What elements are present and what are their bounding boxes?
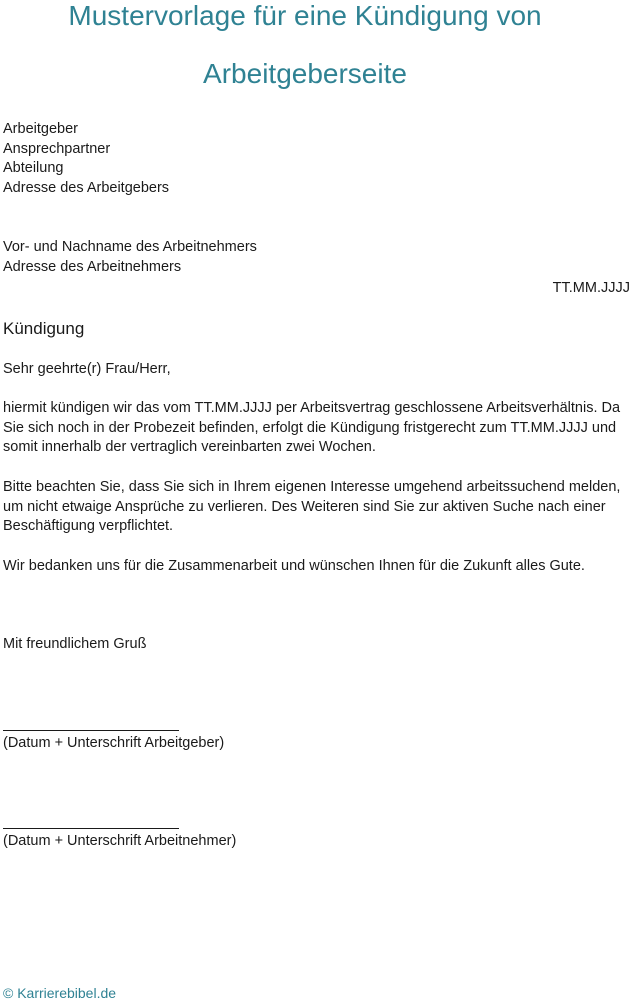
body-paragraph-2 [3,478,629,537]
employee-name: Vor- und Nachname des Arbeitnehmers [3,239,257,255]
footer-copyright: © Karrierebibel.de [3,985,117,1001]
employer-contact: Ansprechpartner [3,140,111,157]
body-paragraph-1 [3,399,629,458]
body-paragraph-1-line-3: somit innerhalb der vertraglich vereinbarten zwei Wochen. [3,439,376,456]
salutation: Sehr geehrte(r) Frau/Herr, [3,361,171,377]
employer-signature-caption: (Datum + Unterschrift Arbeitgeber) [3,735,225,751]
employee-signature-line [3,828,179,829]
body-paragraph-1-line-2: Sie sich noch in der Probezeit befinden, erfolgt die Kündigung fristgerecht zum TT.MM.JJJJ und [3,419,617,436]
letter-subject: Kündigung [3,319,85,338]
employee-address-block [3,238,629,277]
letter-date: TT.MM.JJJJ [552,280,630,296]
employee-address: Adresse des Arbeitnehmers [3,258,182,275]
closing-greeting: Mit freundlichem Gruß [3,636,147,652]
employer-address: Adresse des Arbeitgebers [3,180,170,197]
body-paragraph-2-line-3: Beschäftigung verpflichtet. [3,518,174,535]
employee-signature-caption: (Datum + Unterschrift Arbeitnehmer) [3,833,237,849]
page-title-line2: Arbeitgeberseite [203,58,407,89]
employer-name: Arbeitgeber [3,121,78,137]
page-title-line1: Mustervorlage für eine Kündigung von [68,0,542,31]
employer-department: Abteilung [3,160,64,177]
employer-address-block [3,120,629,199]
body-paragraph-2-line-2: um nicht etwaige Ansprüche zu verlieren. Des Weiteren sind Sie zur aktiven Suche nach einer [3,498,606,515]
body-paragraph-3: Wir bedanken uns für die Zusammenarbeit und wünschen Ihnen für die Zukunft alles Gute. [3,558,585,574]
body-paragraph-1-line-1: hiermit kündigen wir das vom TT.MM.JJJJ per Arbeitsvertrag geschlossene Arbeitsverhältnis. Da [3,400,621,416]
employer-signature-line [3,730,179,731]
body-paragraph-2-line-1: Bitte beachten Sie, dass Sie sich in Ihrem eigenen Interesse umgehend arbeitssuchend melden, [3,479,621,495]
